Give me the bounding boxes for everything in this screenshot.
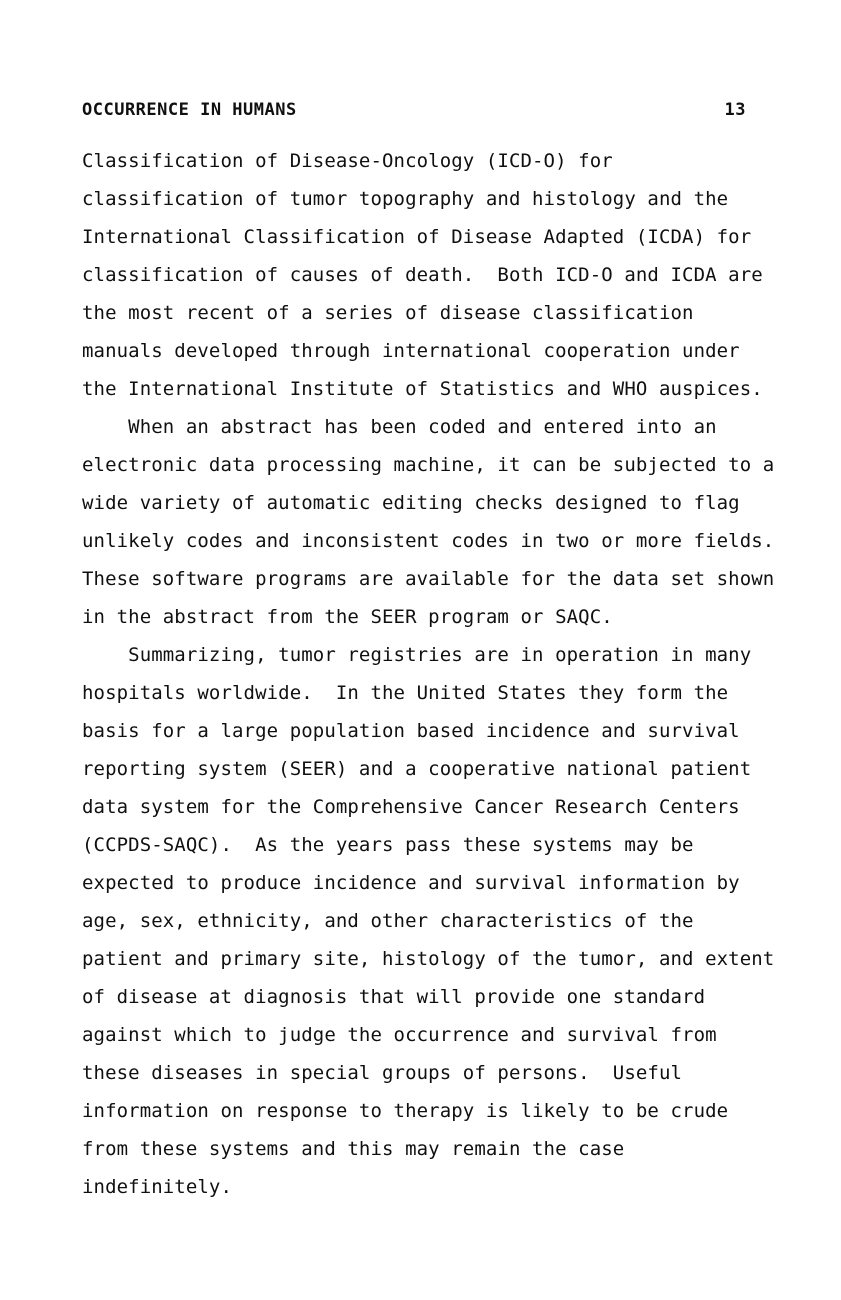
running-head [82, 100, 746, 120]
text-line: classification of causes of death. Both ICD-O and ICDA are [82, 264, 763, 286]
text-line: When an abstract has been coded and entered into an [82, 416, 717, 438]
text-line: wide variety of automatic editing checks designed to flag [82, 492, 740, 514]
text-line: electronic data processing machine, it can be subjected to a [82, 454, 775, 476]
text-line: basis for a large population based incidence and survival [82, 720, 740, 742]
text-line: the International Institute of Statistics and WHO auspices. [82, 378, 763, 400]
text-line: reporting system (SEER) and a cooperative national patient [82, 758, 752, 780]
text-line: (CCPDS-SAQC). As the years pass these systems may be [82, 834, 694, 856]
text-line: in the abstract from the SEER program or SAQC. [82, 606, 613, 628]
text-line: data system for the Comprehensive Cancer Research Centers [82, 796, 740, 818]
text-line: manuals developed through international cooperation under [82, 340, 740, 362]
text-line: expected to produce incidence and survival information by [82, 872, 740, 894]
text-line: These software programs are available for the data set shown [82, 568, 775, 590]
text-line: classification of tumor topography and histology and the [82, 188, 729, 210]
text-line: Classification of Disease-Oncology (ICD-O) for [82, 150, 613, 172]
text-line: from these systems and this may remain the case [82, 1138, 625, 1160]
text-line: indefinitely. [82, 1176, 233, 1198]
body-text [82, 142, 782, 1206]
text-line: age, sex, ethnicity, and other characteristics of the [82, 910, 694, 932]
text-line: patient and primary site, histology of the tumor, and extent [82, 948, 775, 970]
text-line: of disease at diagnosis that will provide one standard [82, 986, 706, 1008]
text-line: International Classification of Disease Adapted (ICDA) for [82, 226, 752, 248]
text-line: against which to judge the occurrence and survival from [82, 1024, 717, 1046]
page-number: 13 [724, 100, 746, 120]
text-line: these diseases in special groups of persons. Useful [82, 1062, 683, 1084]
text-line: hospitals worldwide. In the United States they form the [82, 682, 729, 704]
text-line: the most recent of a series of disease classification [82, 302, 694, 324]
text-line: unlikely codes and inconsistent codes in two or more fields. [82, 530, 775, 552]
text-line: information on response to therapy is likely to be crude [82, 1100, 729, 1122]
text-line: Summarizing, tumor registries are in operation in many [82, 644, 752, 666]
running-head-title: OCCURRENCE IN HUMANS [82, 100, 297, 120]
